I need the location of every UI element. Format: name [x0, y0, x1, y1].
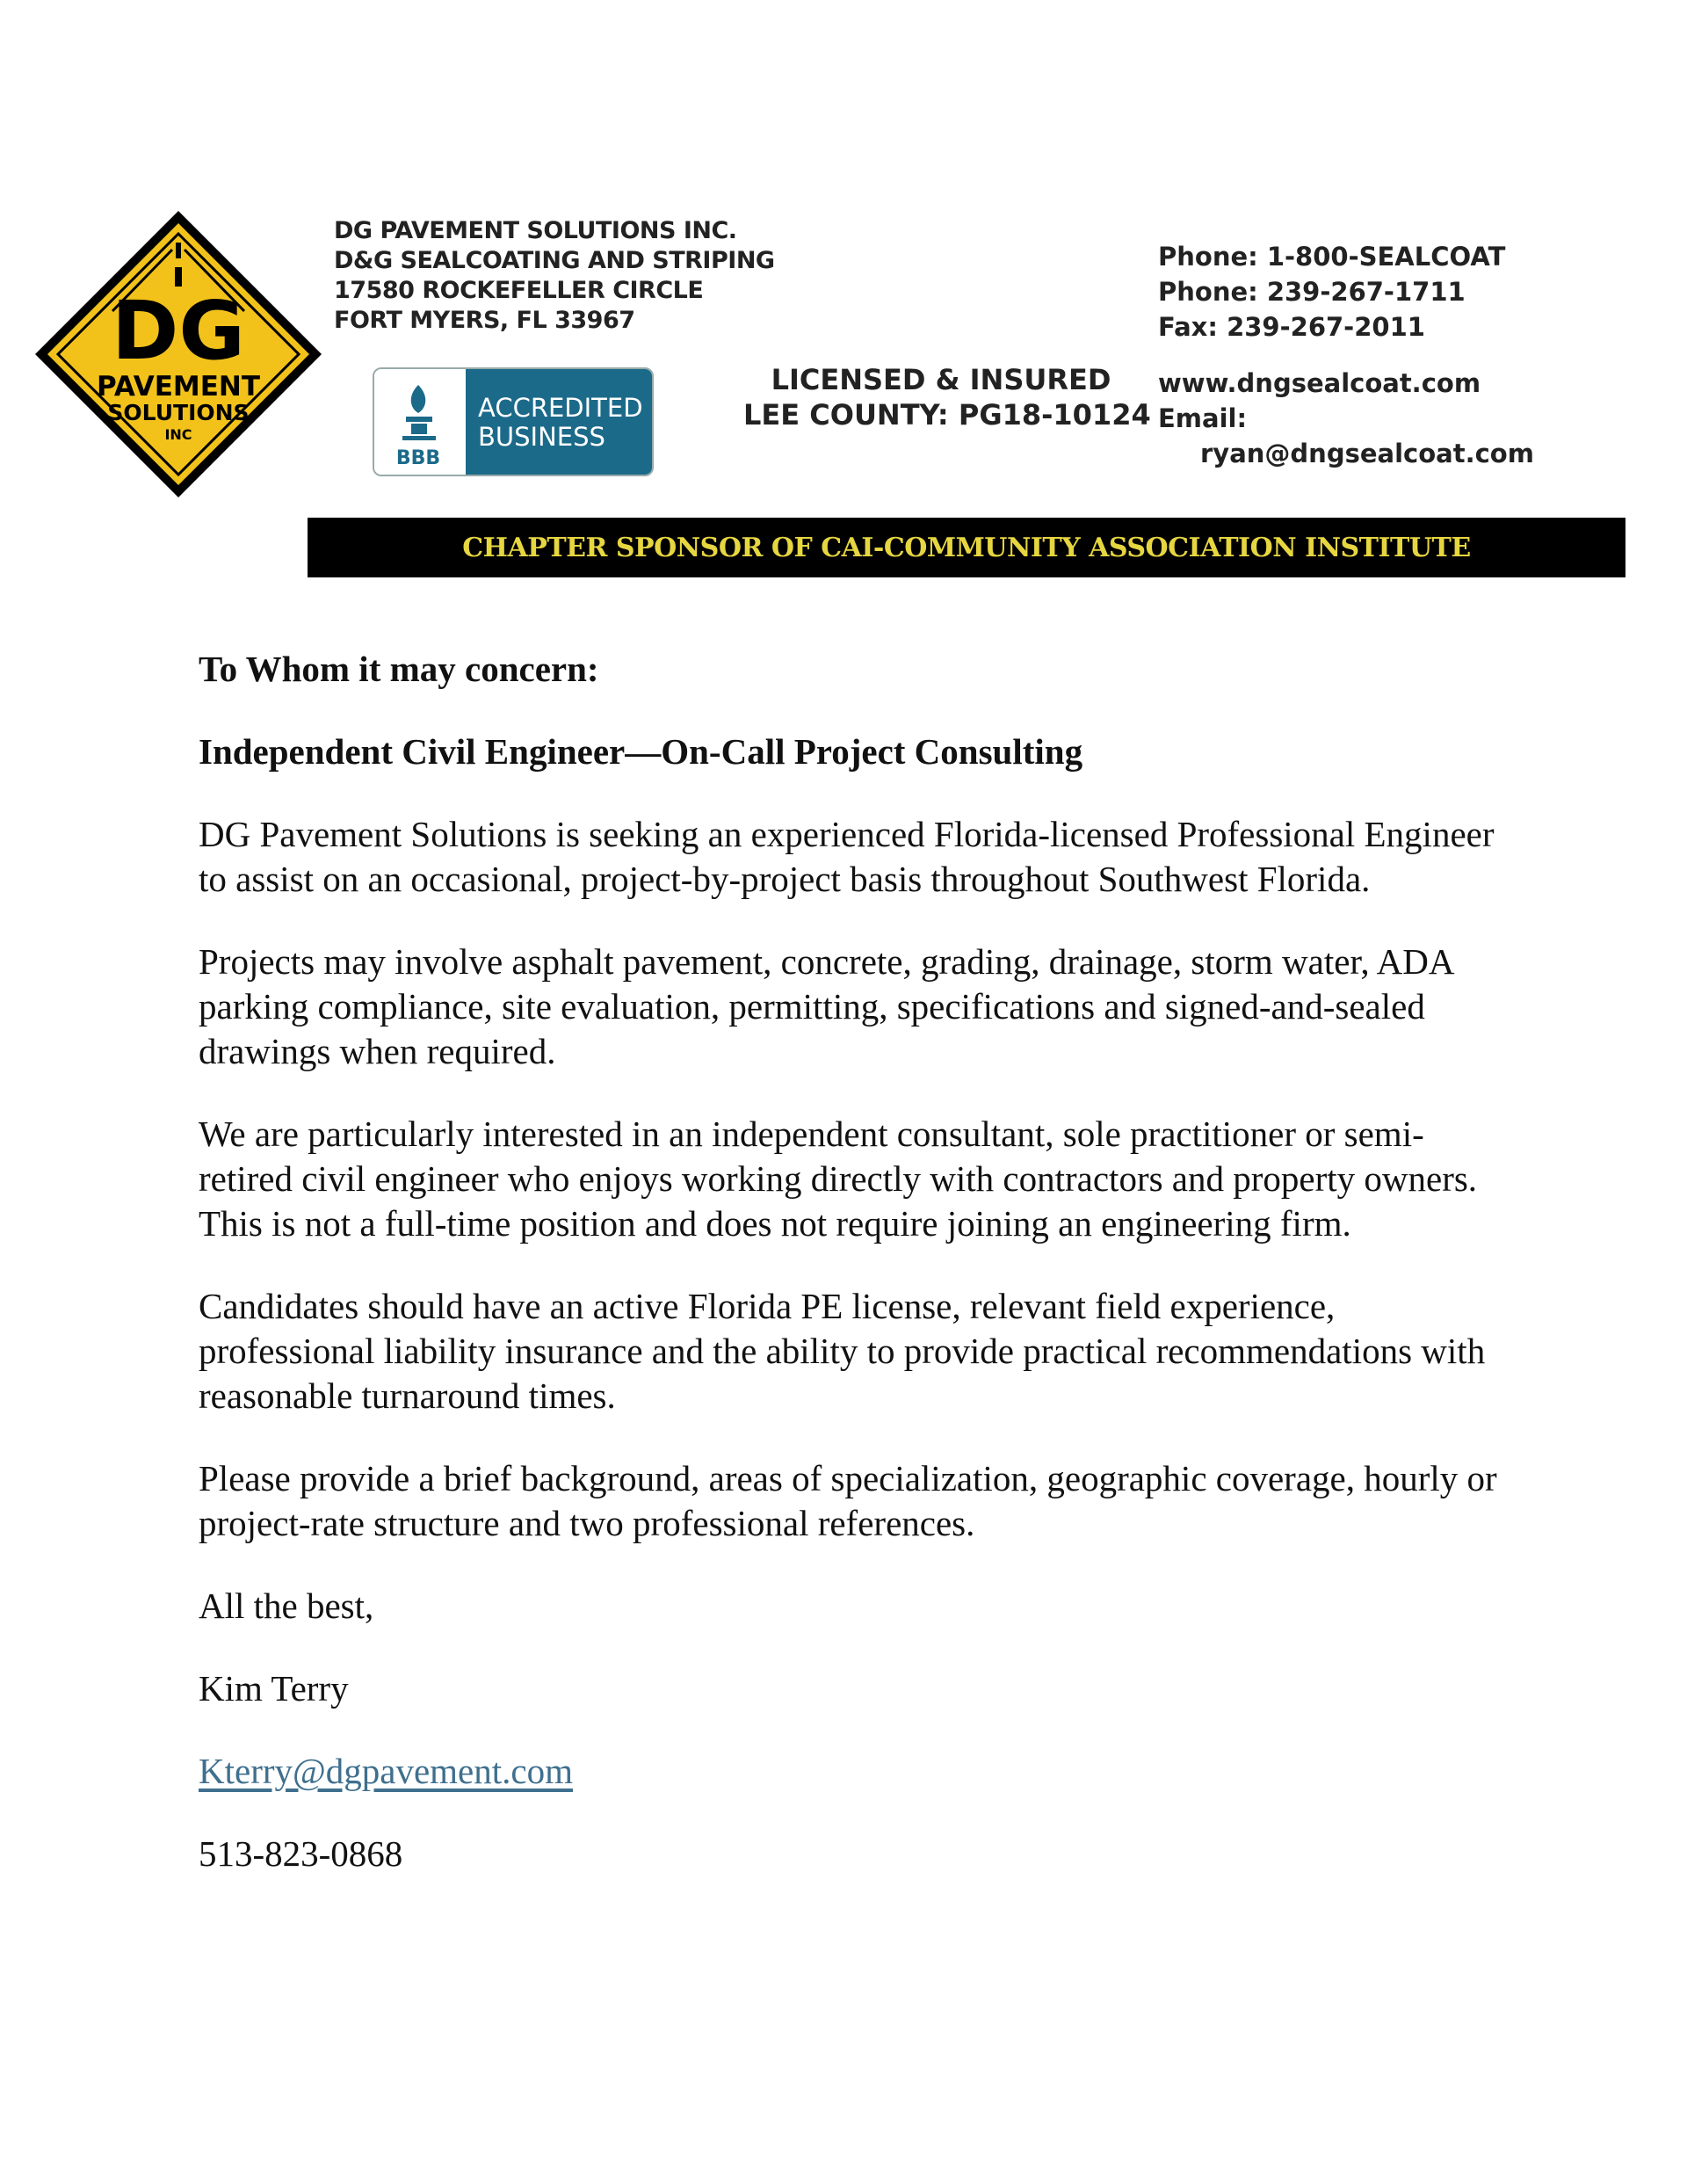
paragraph-projects: Projects may involve asphalt pavement, concrete, grading, drainage, storm water, ADA parking compliance, site evaluation, permitting, specifications and signed-and-sealed drawings when required.: [199, 941, 1453, 1071]
signer-phone: 513-823-0868: [199, 1833, 403, 1874]
company-dba: D&G SEALCOATING AND STRIPING: [334, 247, 775, 274]
paragraph-request: Please provide a brief background, areas of specialization, geographic coverage, hourly or project-rate structure and two professional references.: [199, 1458, 1497, 1543]
letter-body: [199, 647, 1517, 1914]
licensed-insured: LICENSED & INSURED: [771, 363, 1111, 396]
company-name: DG PAVEMENT SOLUTIONS INC.: [334, 217, 737, 244]
bbb-torch-icon: [374, 369, 466, 475]
company-street: 17580 ROCKEFELLER CIRCLE: [334, 277, 704, 304]
phone-primary: Phone: 1-800-SEALCOAT: [1158, 242, 1506, 272]
license-info: [743, 362, 1151, 432]
logo-big-text: DG: [112, 284, 245, 378]
dg-pavement-logo: [32, 207, 325, 501]
company-address: [334, 216, 775, 336]
bbb-panel: [466, 369, 652, 475]
paragraph-intro: DG Pavement Solutions is seeking an experienced Florida-licensed Professional Engineer to assist on an occasional, project-by-project basis throughout Southwest Florida.: [199, 814, 1495, 899]
logo-line2: SOLUTIONS: [107, 400, 250, 425]
closing: All the best,: [199, 1585, 374, 1626]
sponsor-banner: [308, 518, 1625, 577]
sponsor-text: CHAPTER SPONSOR OF CAI-COMMUNITY ASSOCIATION INSTITUTE: [462, 532, 1471, 563]
logo-line3: INC: [164, 426, 192, 443]
contact-email-link[interactable]: ryan@dngsealcoat.com: [1200, 439, 1534, 468]
bbb-line2: BUSINESS: [478, 422, 605, 452]
bbb-seal-text: BBB: [395, 447, 441, 469]
contact-block: [1158, 239, 1534, 471]
logo-line1: PAVEMENT: [96, 371, 261, 403]
company-city: FORT MYERS, FL 33967: [334, 307, 635, 334]
salutation: To Whom it may concern:: [199, 649, 599, 689]
signer-email-link[interactable]: Kterry@dgpavement.com: [199, 1751, 573, 1791]
signer-name: Kim Terry: [199, 1668, 349, 1709]
license-number: LEE COUNTY: PG18-10124: [743, 398, 1151, 432]
bbb-line1: ACCREDITED: [478, 393, 643, 423]
phone-secondary: Phone: 239-267-1711: [1158, 277, 1466, 307]
letterhead: [0, 0, 1687, 598]
paragraph-requirements: Candidates should have an active Florida PE license, relevant field experience, professional liability insurance and the ability to provide practical recommendations with reasonable turnaround times.: [199, 1286, 1486, 1416]
letter-subject: Independent Civil Engineer—On-Call Project Consulting: [199, 731, 1083, 772]
email-label: Email:: [1158, 403, 1248, 433]
fax-number: Fax: 239-267-2011: [1158, 312, 1425, 342]
website-link[interactable]: www.dngsealcoat.com: [1158, 368, 1481, 398]
paragraph-interest: We are particularly interested in an independent consultant, sole practitioner or semi-retired civil engineer who enjoys working directly with contractors and property owners. This is not a full-time position and does not require joining an engineering firm.: [199, 1114, 1478, 1244]
bbb-accredited-badge: [373, 367, 654, 476]
